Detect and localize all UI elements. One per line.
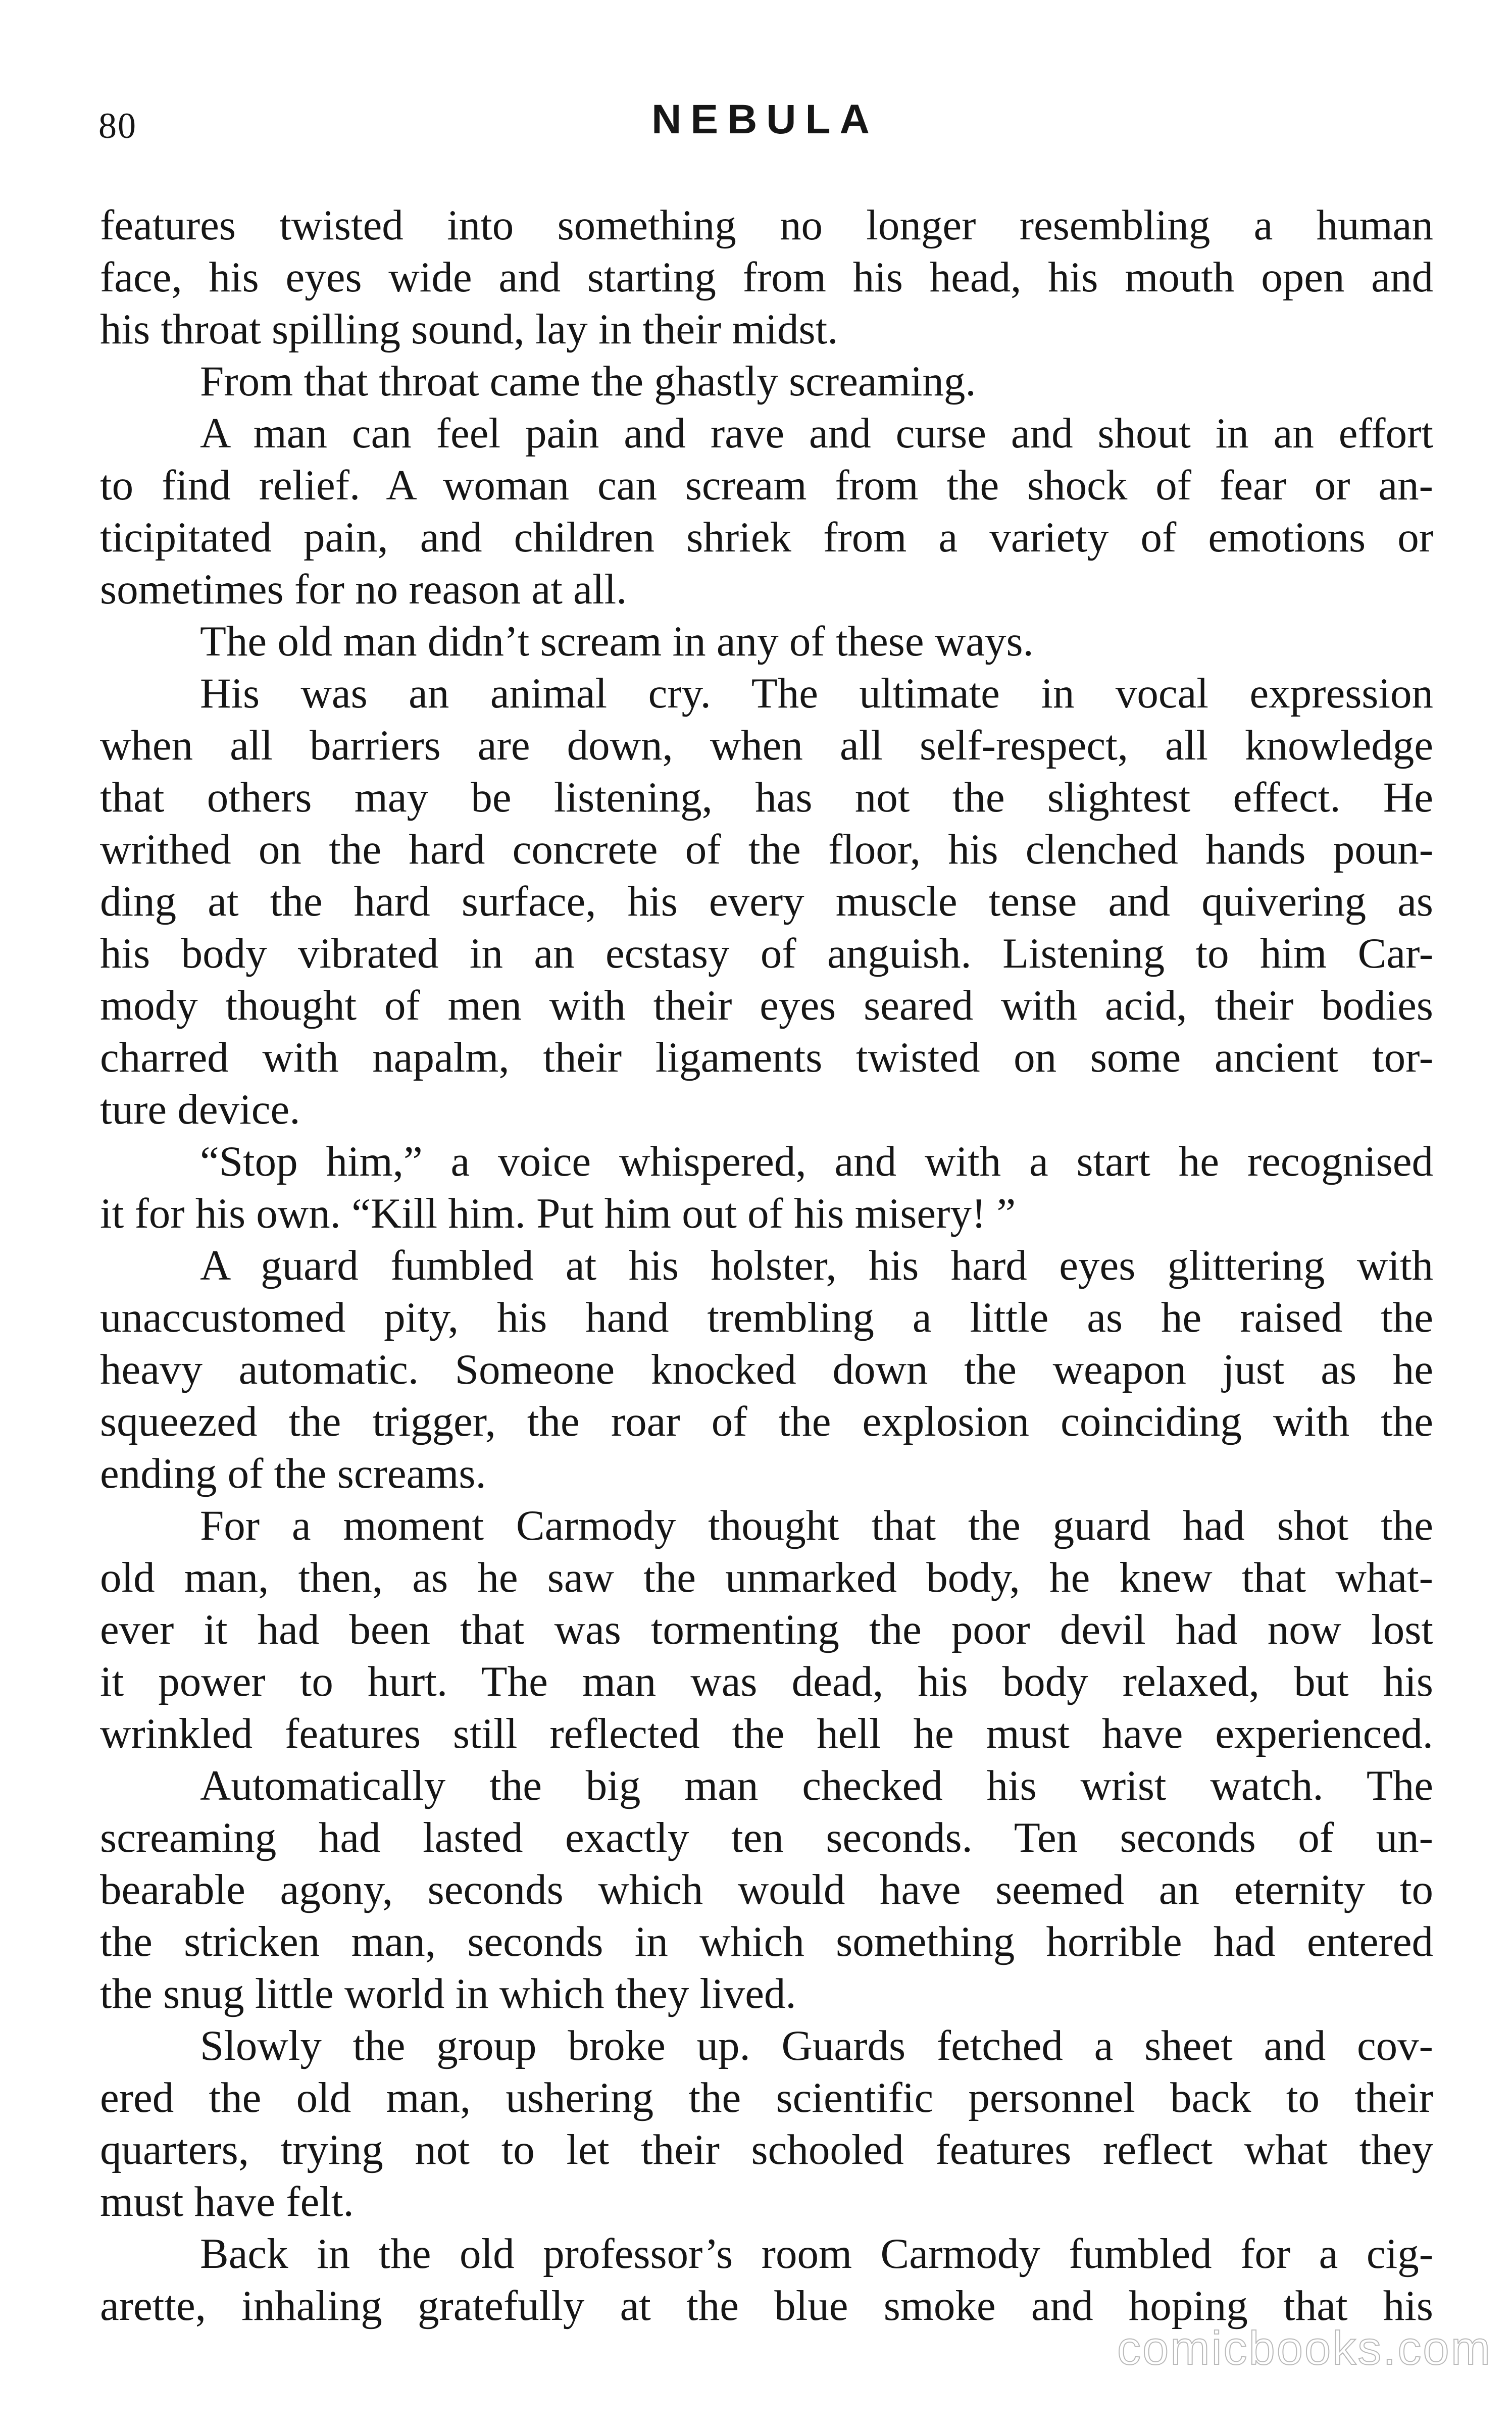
text-line: old man, then, as he saw the unmarked body, he knew that what- bbox=[100, 1554, 1433, 1601]
text-line: Back in the old professor’s room Carmody fumbled for a cig- bbox=[200, 2230, 1433, 2277]
text-line: mody thought of men with their eyes seared with acid, their bodies bbox=[100, 982, 1433, 1029]
body-text bbox=[100, 199, 1433, 2332]
text-line: must have felt. bbox=[100, 2178, 354, 2225]
text-line: sometimes for no reason at all. bbox=[100, 566, 627, 613]
text-line: ever it had been that was tormenting the poor devil had now lost bbox=[100, 1606, 1433, 1653]
text-line: that others may be listening, has not the slightest effect. He bbox=[100, 774, 1433, 821]
text-line: ending of the screams. bbox=[100, 1450, 486, 1497]
text-line: bearable agony, seconds which would have seemed an eternity to bbox=[100, 1866, 1433, 1913]
text-line: arette, inhaling gratefully at the blue smoke and hoping that his bbox=[100, 2282, 1433, 2329]
text-line: writhed on the hard concrete of the floor, his clenched hands poun- bbox=[100, 826, 1433, 873]
running-head bbox=[98, 96, 1432, 151]
page-number: 80 bbox=[98, 106, 137, 146]
text-line: ered the old man, ushering the scientific personnel back to their bbox=[100, 2074, 1433, 2121]
running-title: NEBULA bbox=[651, 96, 879, 142]
text-line: to find relief. A woman can scream from the shock of fear or an- bbox=[100, 462, 1433, 509]
text-line: ture device. bbox=[100, 1086, 300, 1133]
text-line: ticipitated pain, and children shriek from a variety of emotions or bbox=[100, 514, 1433, 561]
text-line: squeezed the trigger, the roar of the explosion coinciding with the bbox=[100, 1398, 1433, 1445]
text-line: quarters, trying not to let their schooled features reflect what they bbox=[100, 2126, 1433, 2173]
text-line: Automatically the big man checked his wrist watch. The bbox=[200, 1762, 1433, 1809]
text-line: face, his eyes wide and starting from his head, his mouth open and bbox=[100, 254, 1433, 301]
text-line: the stricken man, seconds in which something horrible had entered bbox=[100, 1918, 1433, 1965]
text-line: charred with napalm, their ligaments twisted on some ancient tor- bbox=[100, 1034, 1433, 1081]
text-line: Slowly the group broke up. Guards fetched a sheet and cov- bbox=[200, 2022, 1433, 2069]
text-line: his body vibrated in an ecstasy of anguish. Listening to him Car- bbox=[100, 930, 1433, 977]
text-line: unaccustomed pity, his hand trembling a little as he raised the bbox=[100, 1294, 1433, 1341]
text-line: His was an animal cry. The ultimate in vocal expression bbox=[200, 670, 1433, 717]
text-line: “Stop him,” a voice whispered, and with a start he recognised bbox=[200, 1138, 1433, 1185]
text-line: ding at the hard surface, his every muscle tense and quivering as bbox=[100, 878, 1433, 925]
text-line: it for his own. “Kill him. Put him out of his misery! ” bbox=[100, 1190, 1016, 1237]
watermark: comicbooks.com bbox=[1117, 2321, 1492, 2374]
text-line: screaming had lasted exactly ten seconds. Ten seconds of un- bbox=[100, 1814, 1433, 1861]
text-line: heavy automatic. Someone knocked down the weapon just as he bbox=[100, 1346, 1433, 1393]
text-line: From that throat came the ghastly screaming. bbox=[200, 358, 976, 405]
text-line: the snug little world in which they lived. bbox=[100, 1970, 796, 2017]
text-line: features twisted into something no longer resembling a human bbox=[100, 201, 1433, 249]
text-line: wrinkled features still reflected the hell he must have experienced. bbox=[100, 1710, 1433, 1757]
text-line: The old man didn’t scream in any of these ways. bbox=[200, 618, 1034, 665]
text-line: A guard fumbled at his holster, his hard eyes glittering with bbox=[200, 1242, 1433, 1289]
text-line: his throat spilling sound, lay in their midst. bbox=[100, 306, 838, 353]
text-line: A man can feel pain and rave and curse and shout in an effort bbox=[200, 410, 1433, 457]
text-line: it power to hurt. The man was dead, his body relaxed, but his bbox=[100, 1658, 1433, 1705]
text-line: when all barriers are down, when all self-respect, all knowledge bbox=[100, 722, 1433, 769]
text-line: For a moment Carmody thought that the guard had shot the bbox=[200, 1502, 1433, 1549]
